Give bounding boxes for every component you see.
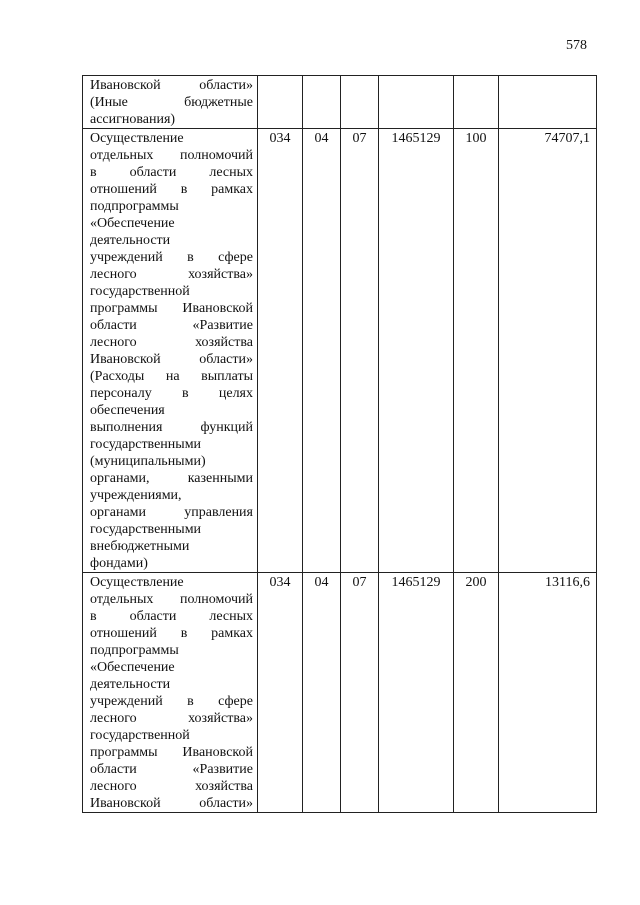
ministry-code-cell: 034 [258,573,303,813]
subsection-cell: 07 [341,129,379,573]
section-cell [303,76,341,129]
description-line: области «Развитие [90,762,253,777]
description-line: деятельности [90,677,171,692]
description-line: подпрограммы [90,643,179,658]
description-line: Ивановской области» [90,352,253,367]
description-line: Осуществление [90,131,184,146]
ministry-code-cell: 034 [258,129,303,573]
description-line: фондами) [90,556,148,571]
description-line: лесного хозяйства» [90,711,253,726]
description-line: персоналу в целях [90,386,253,401]
description-line: органами, казенными [90,471,253,486]
expense-type-cell: 200 [454,573,499,813]
description-line: внебюджетными [90,539,190,554]
ministry-code-cell [258,76,303,129]
description-line: выполнения функций [90,420,253,435]
description-line: области «Развитие [90,318,253,333]
description-line: Ивановской области» [90,796,253,811]
description-line: (Иные бюджетные [90,95,253,110]
description-line: «Обеспечение [90,216,175,231]
target-article-cell: 1465129 [379,573,454,813]
description-line: (муниципальными) [90,454,206,469]
description-line: государственной [90,284,190,299]
budget-table [82,75,597,813]
description-line: Осуществление [90,575,184,590]
subsection-cell [341,76,379,129]
subsection-cell: 07 [341,573,379,813]
description-line: в области лесных [90,609,253,624]
description-line: органами управления [90,505,253,520]
row-description [83,129,258,573]
description-line: обеспечения [90,403,165,418]
description-line: ассигнования) [90,112,176,127]
description-line: Ивановской области» [90,78,253,93]
table-row [83,76,597,129]
table-row [83,129,597,573]
description-line: лесного хозяйства [90,335,253,350]
description-line: программы Ивановской [90,745,253,760]
row-description [83,76,258,129]
target-article-cell [379,76,454,129]
description-line: в области лесных [90,165,253,180]
description-line: учреждениями, [90,488,182,503]
table-row [83,573,597,813]
section-cell: 04 [303,129,341,573]
description-line: (Расходы на выплаты [90,369,253,384]
row-description [83,573,258,813]
amount-cell [499,76,597,129]
description-line: отдельных полномочий [90,148,253,163]
description-line: лесного хозяйства» [90,267,253,282]
amount-cell: 74707,1 [499,129,597,573]
description-line: государственной [90,728,190,743]
description-line: отдельных полномочий [90,592,253,607]
description-line: «Обеспечение [90,660,175,675]
description-line: отношений в рамках [90,626,253,641]
description-line: государственными [90,437,202,452]
expense-type-cell [454,76,499,129]
description-line: отношений в рамках [90,182,253,197]
description-line: подпрограммы [90,199,179,214]
description-line: программы Ивановской [90,301,253,316]
description-line: деятельности [90,233,171,248]
section-cell: 04 [303,573,341,813]
expense-type-cell: 100 [454,129,499,573]
description-line: лесного хозяйства [90,779,253,794]
amount-cell: 13116,6 [499,573,597,813]
description-line: учреждений в сфере [90,694,253,709]
target-article-cell: 1465129 [379,129,454,573]
description-line: государственными [90,522,202,537]
description-line: учреждений в сфере [90,250,253,265]
page-number: 578 [566,38,587,53]
